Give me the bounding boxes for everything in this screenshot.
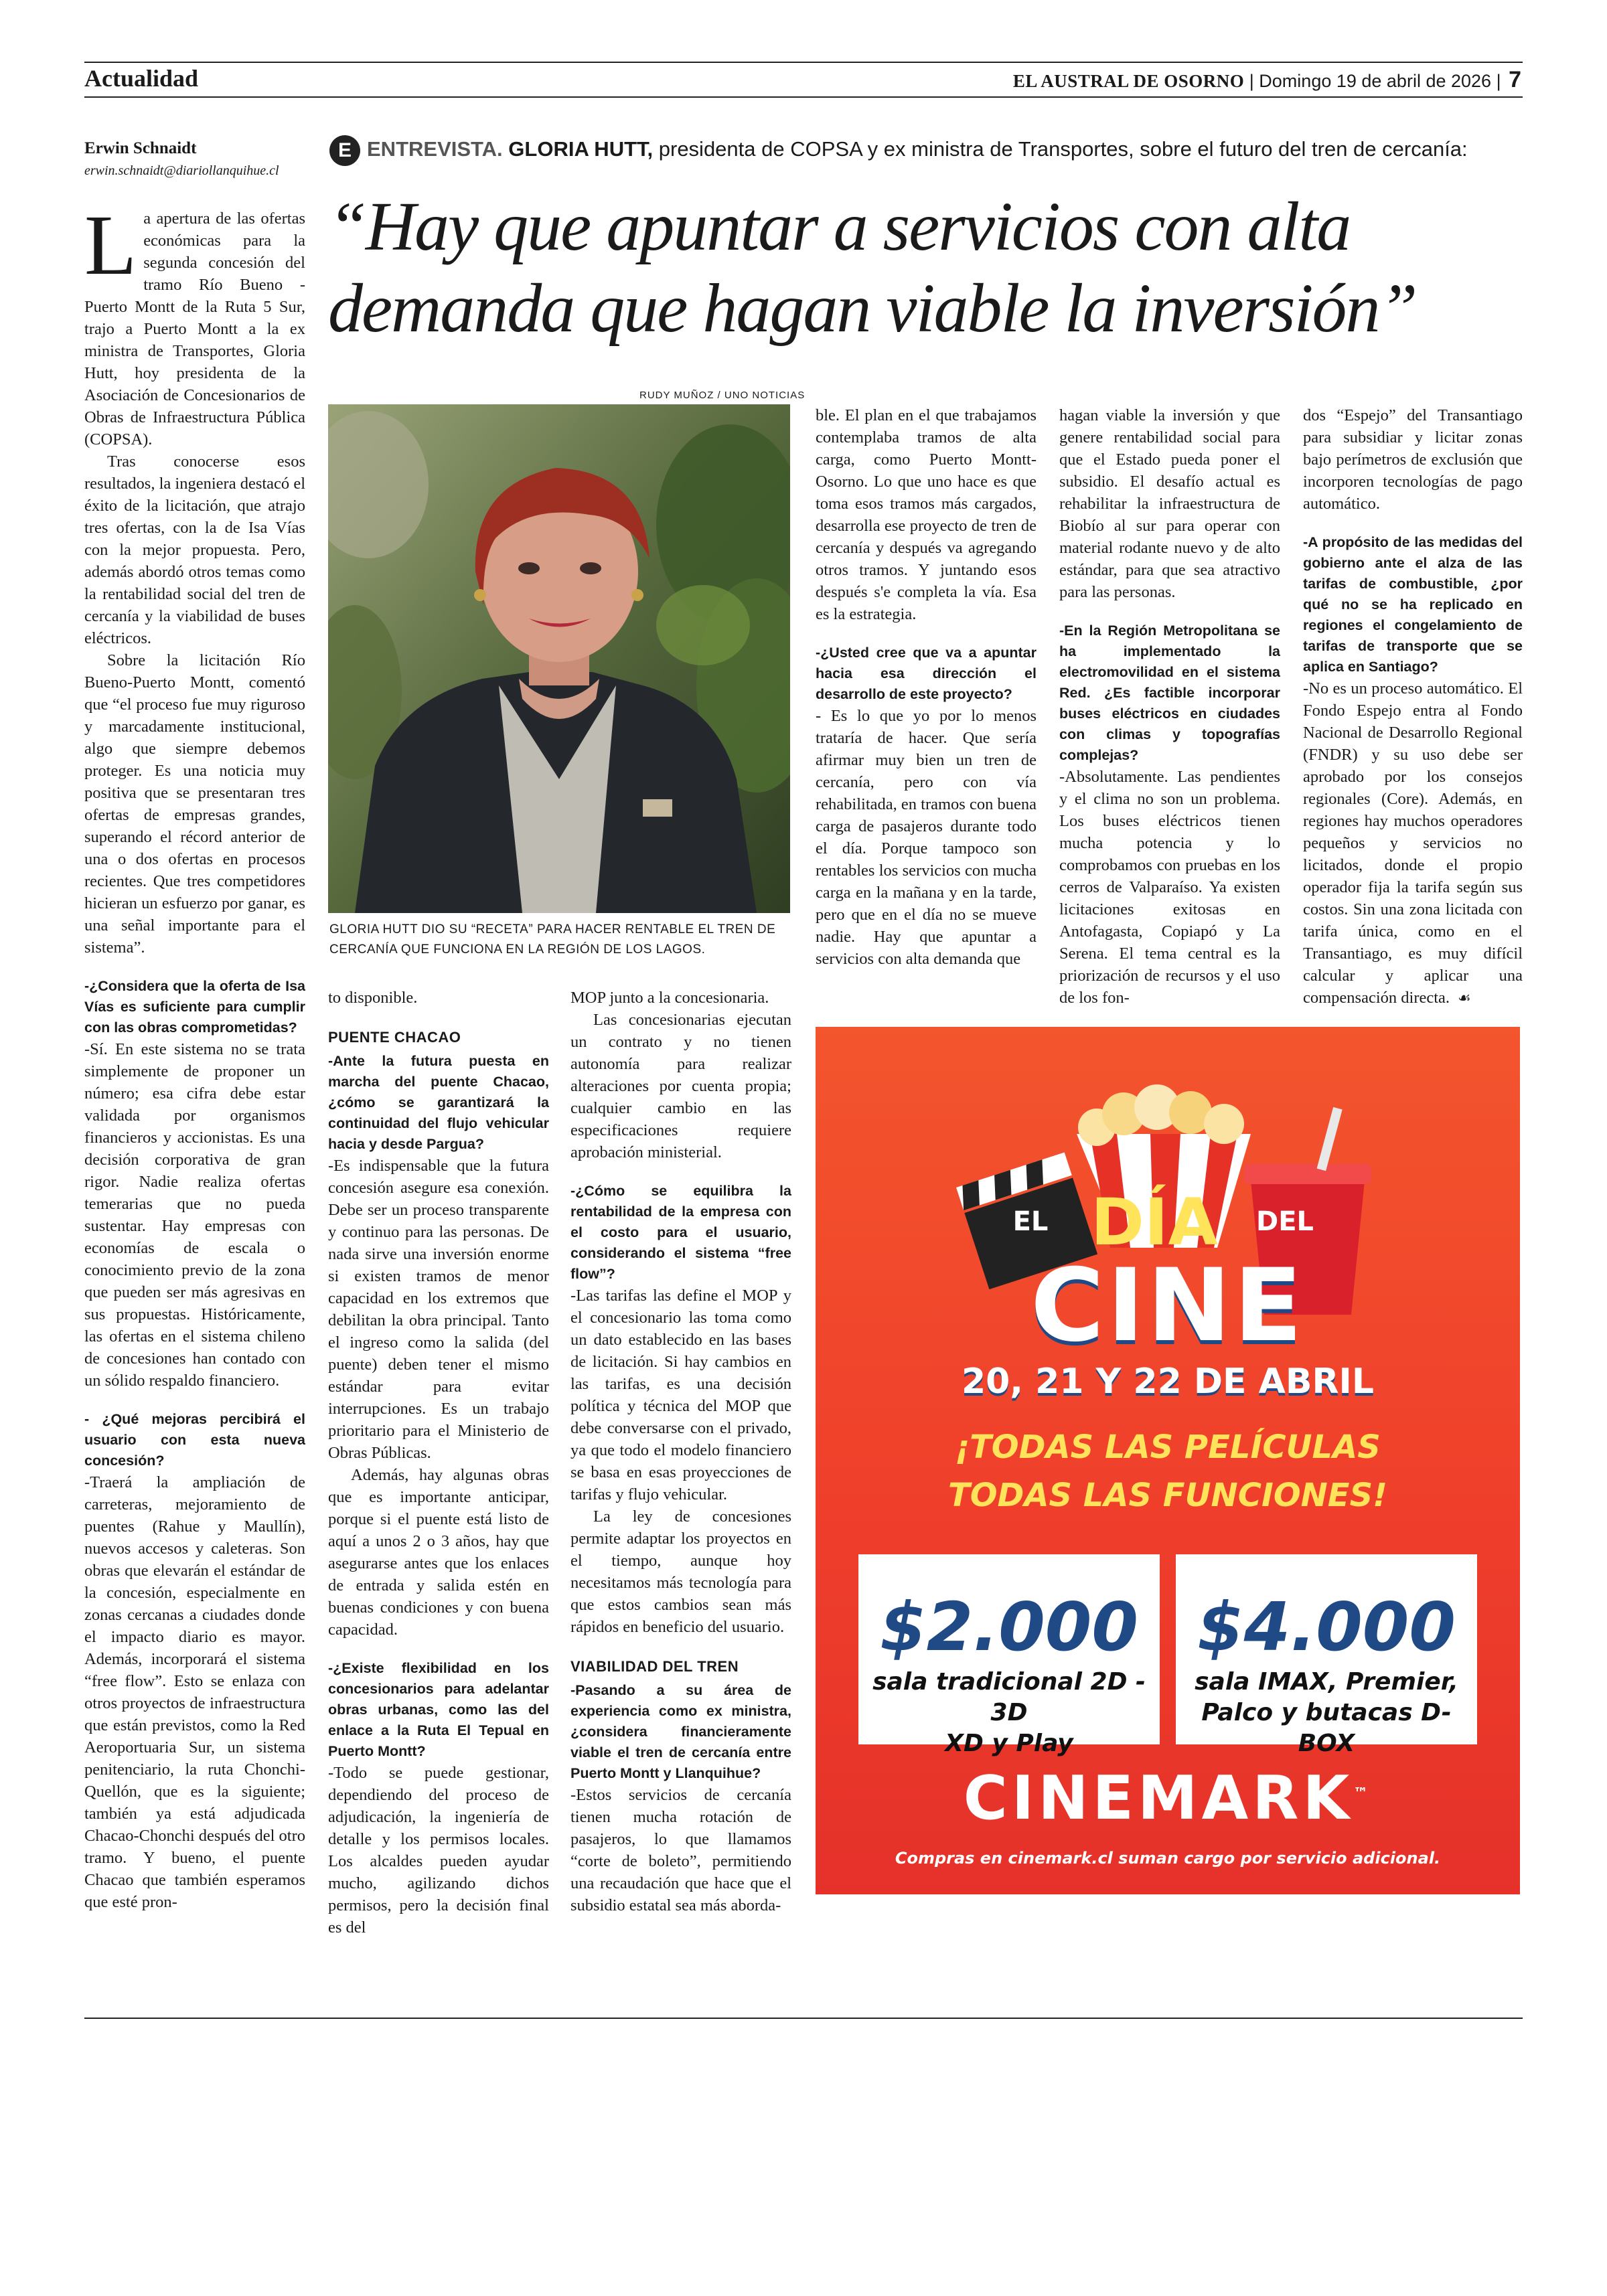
answer: -Traerá la ampliación de carreteras, mejoramiento de puentes (Rahue y Maullín), nuevos accesos y caleteras. Son obras que elevarán el estándar de la concesión, especialmente en zonas cercanas a ciudades donde el impacto diario es mayor. Además, incorporará el sistema “free flow”. Esto se enlaza con otros proyectos de infraestructura que están previstos, como la Red Aeroportuaria Sur, un sistema penitenciario, la ruta Chonchi-Quellón, que es la siguiente; también ya está adjudicada Chacao-Chonchi después del otro tramo. Y bueno, el puente Chacao que también esperamos que esté pron- bbox=[84, 1473, 305, 1911]
ad-dia: DÍA bbox=[1091, 1185, 1218, 1260]
price-standard-desc: sala tradicional 2D - 3D XD y Play bbox=[872, 1668, 1146, 1757]
ad-cine: CINE bbox=[1030, 1248, 1305, 1364]
column-6 bbox=[1303, 404, 1523, 1009]
page-number: 7 bbox=[1509, 67, 1521, 92]
ticket-premium bbox=[1176, 1554, 1477, 1757]
paragraph: Las concesionarias ejecutan un contrato y no tienen autonomía para realizar alteraciones por cuenta propia; cualquier cambio en las especificaciones requiere aprobación ministerial. bbox=[570, 1011, 791, 1161]
answer: -Las tarifas las define el MOP y el concesionario las toma como un dato establecido en las bases de licitación. Si hay cambios en las tarifas, es una decisión política y técnica del MOP que debe conversarse con el privado, ya que todo el modelo financiero se basa en esas proyecciones de tarifas y flujo vehicular. bbox=[570, 1287, 791, 1503]
paragraph: Sobre la licitación Río Bueno-Puerto Montt, comentó que “el proceso fue muy riguroso y marcadamente institucional, algo que siempre debemos proteger. Es una noticia muy positiva que se presentaran tres ofertas de empresas grandes, superando el récord anterior de una o dos ofertas en procesos recientes. Que tres competidores hicieran un esfuerzo por ganar, es una señal importante para el sistema”. bbox=[84, 651, 305, 957]
price-standard: $2.000 bbox=[880, 1588, 1138, 1666]
column-4 bbox=[816, 404, 1037, 970]
answer: -Todo se puede gestionar, dependiendo del proceso de adjudicación, la ingeniería de detalle y los permisos locales. Los alcaldes pueden ayudar mucho, agilizando dichos permisos, pero la decisión final es del bbox=[328, 1764, 549, 1937]
paragraph: MOP junto a la concesionaria. bbox=[570, 989, 769, 1007]
ad-footer: Compras en cinemark.cl suman cargo por servicio adicional. bbox=[895, 1849, 1441, 1868]
answer: -Es indispensable que la futura concesión asegure esa conexión. Debe ser un proceso transparente y continuo para las personas. De nada sirve una inversión enorme si existen tramos de menor capacidad en los extremos que debilitan la obra principal. Tanto el ingreso como la salida (del puente) deben tener el mismo estándar para evitar interrupciones. Es un trabajo prioritario para el Ministerio de Obras Públicas. bbox=[328, 1157, 549, 1462]
photo-credit: RUDY MUÑOZ / UNO NOTICIAS bbox=[639, 390, 806, 401]
paragraph: ble. El plan en el que trabajamos contemplaba tramos de alta carga, como Puerto Montt-Osorno. Lo que uno hace es que toma esos tramos más cargados, desarrolla ese proyecto de tren de cercanía y después va agregando otros tramos. Y juntando esos después s'e completa la vía. Esa es la estrategia. bbox=[816, 406, 1037, 623]
portrait-illustration bbox=[328, 404, 790, 913]
column-2 bbox=[328, 987, 549, 1939]
lead-paragraph: La apertura de las ofertas económicas para la segunda concesión del tramo Río Bueno - Puerto Montt de la Ruta 5 Sur, trajo a Puerto Montt a la ex ministra de Transportes, Gloria Hutt, hoy presidenta de la Asociación de Concesionarios de Obras de Infraestructura Pública (COPSA). bbox=[84, 197, 305, 448]
answer: - Es lo que yo por lo menos trataría de hacer. Que sería afirmar muy bien un tren de cercanía, pero con vía rehabilitada, en tramos con buena carga de pasajeros durante todo el día. Porque tampoco son rentables los servicios con mucha carga en la mañana y en la tarde, pero que en el día no se mueve nadie. Hay que apuntar a servicios con alta demanda que bbox=[816, 707, 1037, 968]
paragraph: dos “Espejo” del Transantiago para subsidiar y licitar zonas bajo perímetros de exclusión que incorporen tecnologías de pago automático. bbox=[1303, 406, 1523, 513]
answer: -Sí. En este sistema no se trata simplemente de proponer un número; esa cifra debe estar validada por organismos financieros y accionistas. Es una decisión corporativa de gran rigor. Nadie realiza ofertas temerarias que no pueda sustentar. Hay empresas con economías de escala o conocimiento previo de la zona que pueden ser más agresivas en sus propuestas. Históricamente, las ofertas en el sistema chileno de concesiones han contado con un sólido respaldo financiero. bbox=[84, 1040, 305, 1390]
ad-dates: 20, 21 Y 22 DE ABRIL bbox=[961, 1362, 1375, 1402]
price-premium: $4.000 bbox=[1197, 1588, 1456, 1666]
photo-caption: GLORIA HUTT DIO SU “RECETA” PARA HACER RENTABLE EL TREN DE CERCANÍA QUE FUNCIONA EN LA REGIÓN DE LOS LAGOS. bbox=[329, 922, 776, 957]
author-name: Erwin Schnaidt bbox=[84, 139, 197, 157]
header-rule bbox=[84, 96, 1523, 98]
paragraph: Además, hay algunas obras que es importante anticipar, porque si el puente está listo de aquí a unos 2 o 3 años, hay que asegurarse antes que los enlaces de entrada y salida estén en buenas condiciones y con buena capacidad. bbox=[328, 1466, 549, 1639]
answer: -Absolutamente. Las pendientes y el clima no son un problema. Los buses eléctricos tienen mucha potencia y lo comprobamos con pruebas en los cerros de Valparaíso. Ya existen licitaciones exitosas en Antofagasta, Copiapó y La Serena. El tema central es la priorización de recursos y el uso de los fon- bbox=[1059, 768, 1280, 1007]
cinemark-advertisement[interactable] bbox=[816, 1027, 1520, 1894]
subheading: PUENTE CHACAO bbox=[328, 1029, 461, 1046]
interview-badge-icon: E bbox=[329, 135, 360, 166]
question: -En la Región Metropolitana se ha implementado la electromovilidad en el sistema Red. ¿Es factible incorporar buses eléctricos en ciudades con climas y topografías complejas? bbox=[1059, 623, 1280, 763]
question: - ¿Qué mejoras percibirá el usuario con esta nueva concesión? bbox=[84, 1411, 305, 1469]
question: -¿Considera que la oferta de Isa Vías es suficiente para cumplir con las obras comprometidas? bbox=[84, 978, 305, 1036]
ticket-standard bbox=[858, 1554, 1160, 1757]
price-premium-desc: sala IMAX, Premier, Palco y butacas D-BOX bbox=[1195, 1668, 1458, 1757]
ad-tagline-1: ¡TODAS LAS PELÍCULAS bbox=[955, 1428, 1381, 1466]
answer: -No es un proceso automático. El Fondo Espejo entra al Fondo Nacional de Desarrollo Regional (FNDR) y su uso debe ser aprobado por los consejos regionales (Core). Además, en regiones hay muchos operadores pequeños y servicios no licitados, donde el propio operador fija la tarifa según sus costos. Sin una zona licitada con tarifa única, como en el Transantiago, es muy difícil calcular y aplicar una compensación directa. ☙ bbox=[1303, 679, 1523, 1007]
kicker bbox=[329, 135, 1468, 166]
end-mark-icon: ☙ bbox=[1458, 989, 1471, 1006]
headline: “Hay que apuntar a servicios con alta demanda que hagan viable la inversión” bbox=[328, 188, 1417, 347]
ad-tagline-2: TODAS LAS FUNCIONES! bbox=[947, 1477, 1388, 1514]
column-3 bbox=[570, 987, 791, 1916]
question: -A propósito de las medidas del gobierno ante el alza de las tarifas de combustible, ¿por qué no se ha replicado en regiones el congelamiento de tarifas de transporte que se aplica en Santiago? bbox=[1303, 534, 1523, 675]
ad-del: DEL bbox=[1255, 1206, 1314, 1237]
bottom-rule bbox=[84, 2018, 1523, 2019]
issue-date: Domingo 19 de abril de 2026 bbox=[1259, 71, 1492, 91]
column-1 bbox=[84, 197, 305, 1913]
paragraph: hagan viable la inversión y que genere rentabilidad social para que el Estado pueda poner el subsidio. El desafío actual es rehabilitar la infraestructura de Biobío al sur para operar con material rodante nuevo y de alto estándar, para que sea atractivo para las personas. bbox=[1059, 406, 1280, 601]
paragraph: La ley de concesiones permite adaptar los proyectos en el tiempo, aunque hoy necesitamos más tecnología para que estos cambios sean más rápidos en beneficio del usuario. bbox=[570, 1507, 791, 1636]
kicker-rest: presidenta de COPSA y ex ministra de Transportes, sobre el futuro del tren de cercanía: bbox=[653, 137, 1468, 161]
cinemark-logo: CINEMARK™ bbox=[963, 1763, 1373, 1833]
publication-name: EL AUSTRAL DE OSORNO bbox=[1012, 71, 1245, 91]
kicker-name: GLORIA HUTT, bbox=[508, 137, 654, 161]
top-rule bbox=[84, 62, 1523, 63]
question: -Pasando a su área de experiencia como ex ministra, ¿considera financieramente viable el tren de cercanía entre Puerto Montt y Llanquihue? bbox=[570, 1682, 791, 1781]
question: -¿Existe flexibilidad en los concesionarios para adelantar obras urbanas, como las del enlace a la Ruta El Tepual en Puerto Montt? bbox=[328, 1660, 549, 1759]
question: -¿Usted cree que va a apuntar hacia esa dirección el desarrollo de este proyecto? bbox=[816, 645, 1037, 702]
ad-the: EL bbox=[1012, 1206, 1049, 1237]
paragraph: to disponible. bbox=[328, 989, 418, 1007]
column-5 bbox=[1059, 404, 1280, 1009]
paragraph: Tras conocerse esos resultados, la ingeniera destacó el éxito de la licitación, que atrajo tres ofertas, con la de Isa Vías con la mejor propuesta. Pero, además abordó otros temas como la rentabilidad social del tren de cercanía y la viabilidad de buses eléctricos. bbox=[84, 453, 305, 647]
question: -¿Cómo se equilibra la rentabilidad de la empresa con el costo para el usuario, considerando el sistema “free flow”? bbox=[570, 1183, 791, 1282]
kicker-label: ENTREVISTA. bbox=[367, 137, 503, 161]
question: -Ante la futura puesta en marcha del puente Chacao, ¿cómo se garantizará la continuidad del flujo vehicular hacia y desde Pargua? bbox=[328, 1053, 549, 1152]
subheading: VIABILIDAD DEL TREN bbox=[570, 1658, 739, 1675]
drop-cap: L bbox=[84, 197, 137, 293]
author-email[interactable]: erwin.schnaidt@diariollanquihue.cl bbox=[84, 163, 279, 178]
section-label: Actualidad bbox=[84, 65, 199, 92]
page-header-meta: EL AUSTRAL DE OSORNO | Domingo 19 de abril de 2026 | 7 bbox=[1012, 67, 1521, 92]
portrait-photo bbox=[328, 404, 790, 913]
answer: -Estos servicios de cercanía tienen mucha rotación de pasajeros, lo que llamamos “corte de boleto”, permitiendo una recaudación que hace que el subsidio estatal sea más aborda- bbox=[570, 1786, 791, 1914]
